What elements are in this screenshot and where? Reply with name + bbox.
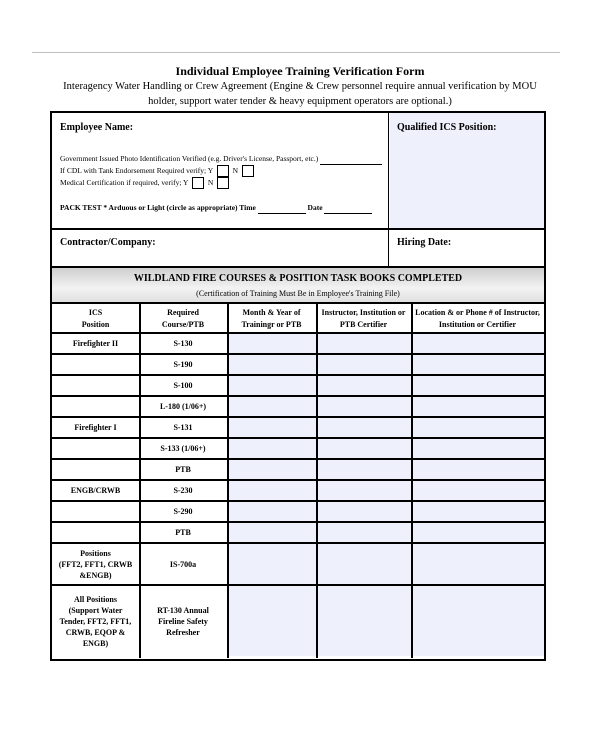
column-header: Instructor, Institution or PTB Certifier xyxy=(321,308,406,329)
table-entry-field[interactable] xyxy=(317,334,411,353)
section-header xyxy=(52,266,544,304)
ics-position-cell: ENGB/CRWB xyxy=(70,486,121,495)
employee-name-label: Employee Name: xyxy=(60,122,134,133)
table-entry-field[interactable] xyxy=(317,586,411,656)
required-course-cell: S-131 xyxy=(173,423,193,432)
table-entry-field[interactable] xyxy=(228,439,316,458)
ics-position-cell xyxy=(52,523,139,542)
table-entry-field[interactable] xyxy=(228,376,316,395)
cdl-yes-checkbox[interactable] xyxy=(217,165,229,177)
table-entry-field[interactable] xyxy=(317,376,411,395)
hiring-date-label: Hiring Date: xyxy=(397,237,452,248)
table-entry-field[interactable] xyxy=(228,502,316,521)
table-entry-field[interactable] xyxy=(228,397,316,416)
medical-yes-checkbox[interactable] xyxy=(192,177,204,189)
table-column-divider xyxy=(227,304,229,658)
column-header: Required Course/PTB xyxy=(161,308,205,329)
required-course-cell: PTB xyxy=(175,528,191,537)
pack-test-time-line[interactable] xyxy=(258,204,306,214)
section-title: WILDLAND FIRE COURSES & POSITION TASK BOOKS COMPLETED xyxy=(133,273,463,284)
required-course-cell: PTB xyxy=(175,465,191,474)
table-entry-field[interactable] xyxy=(228,544,316,584)
cdl-text: If CDL with Tank Endorsement Required verify; Y xyxy=(60,166,213,175)
ics-position-label: Qualified ICS Position: xyxy=(397,122,497,133)
table-entry-field[interactable] xyxy=(317,439,411,458)
ics-position-cell xyxy=(52,355,139,374)
medical-row xyxy=(60,177,231,189)
ics-position-cell xyxy=(52,376,139,395)
required-course-cell: S-100 xyxy=(173,381,193,390)
ics-position-cell: Firefighter II xyxy=(72,339,119,348)
table-entry-field[interactable] xyxy=(317,418,411,437)
table-entry-field[interactable] xyxy=(228,418,316,437)
required-course-cell: RT-130 Annual Fireline Safety Refresher xyxy=(157,605,209,637)
table-entry-field[interactable] xyxy=(412,523,544,542)
column-header: Location & or Phone # of Instructor, Institution or Certifier xyxy=(415,308,540,329)
top-divider xyxy=(32,52,560,53)
table-entry-field[interactable] xyxy=(317,523,411,542)
table-entry-field[interactable] xyxy=(412,355,544,374)
form-frame xyxy=(50,111,546,661)
table-entry-field[interactable] xyxy=(228,523,316,542)
divider xyxy=(52,228,544,230)
required-course-cell: IS-700a xyxy=(169,559,197,569)
column-header: ICS Position xyxy=(81,308,110,329)
photo-id-text: Government Issued Photo Identification Verified (e.g. Driver's License, Passport, etc.) xyxy=(60,154,319,163)
table-entry-field[interactable] xyxy=(228,334,316,353)
divider xyxy=(388,113,389,266)
table-entry-field[interactable] xyxy=(317,355,411,374)
section-subtitle: (Certification of Training Must Be in Employee's Training File) xyxy=(196,289,400,298)
photo-id-line[interactable] xyxy=(320,155,382,165)
pack-test-date-line[interactable] xyxy=(324,204,372,214)
table-entry-field[interactable] xyxy=(228,460,316,479)
ics-position-cell: All Positions (Support Water Tender, FFT2, FFT1, CRWB, EQOP & ENGB) xyxy=(59,594,132,648)
table-entry-field[interactable] xyxy=(412,586,544,656)
ics-position-cell xyxy=(52,397,139,416)
table-entry-field[interactable] xyxy=(412,397,544,416)
table-entry-field[interactable] xyxy=(317,397,411,416)
table-entry-field[interactable] xyxy=(317,481,411,500)
table-entry-field[interactable] xyxy=(317,544,411,584)
table-column-divider xyxy=(316,304,318,658)
medical-no-label: N xyxy=(207,178,214,187)
table-entry-field[interactable] xyxy=(412,418,544,437)
table-column-divider xyxy=(411,304,413,658)
required-course-cell: S-133 (1/06+) xyxy=(160,444,206,453)
table-entry-field[interactable] xyxy=(317,502,411,521)
table-entry-field[interactable] xyxy=(412,481,544,500)
table-entry-field[interactable] xyxy=(228,481,316,500)
required-course-cell: S-230 xyxy=(173,486,193,495)
photo-id-row xyxy=(60,153,382,165)
table-entry-field[interactable] xyxy=(228,586,316,656)
table-entry-field[interactable] xyxy=(412,439,544,458)
pack-test-date-label: Date xyxy=(307,203,323,212)
table-entry-field[interactable] xyxy=(317,460,411,479)
table-entry-field[interactable] xyxy=(412,460,544,479)
table-entry-field[interactable] xyxy=(412,376,544,395)
required-course-cell: S-290 xyxy=(173,507,193,516)
ics-position-cell: Positions (FFT2, FFT1, CRWB &ENGB) xyxy=(58,548,133,580)
ics-position-cell xyxy=(52,502,139,521)
required-course-cell: L-180 (1/06+) xyxy=(159,402,207,411)
ics-position-cell: Firefighter I xyxy=(74,423,117,432)
required-course-cell: S-130 xyxy=(173,339,193,348)
ics-position-cell xyxy=(52,439,139,458)
medical-no-checkbox[interactable] xyxy=(217,177,229,189)
form-subtitle-line1: Interagency Water Handling or Crew Agreement (Engine & Crew personnel require annual verification by MOU xyxy=(63,81,537,92)
table-entry-field[interactable] xyxy=(412,334,544,353)
pack-test-row xyxy=(60,202,372,214)
table-entry-field[interactable] xyxy=(412,502,544,521)
medical-text: Medical Certification if required, verify; Y xyxy=(60,178,189,187)
form-subtitle-line2: holder, support water tender & heavy equipment operators are optional.) xyxy=(148,96,452,107)
form-title: Individual Employee Training Verification Form xyxy=(175,64,425,78)
required-course-cell: S-190 xyxy=(173,360,193,369)
table-column-divider xyxy=(139,304,141,658)
cdl-no-label: N xyxy=(232,166,239,175)
contractor-label: Contractor/Company: xyxy=(60,237,156,248)
column-header: Month & Year of Trainingr or PTB xyxy=(241,308,302,329)
ics-position-cell xyxy=(52,460,139,479)
pack-test-text: PACK TEST * Arduous or Light (circle as appropriate) Time xyxy=(60,203,256,212)
table-entry-field[interactable] xyxy=(228,355,316,374)
cdl-row xyxy=(60,165,256,177)
table-entry-field[interactable] xyxy=(412,544,544,584)
cdl-no-checkbox[interactable] xyxy=(242,165,254,177)
